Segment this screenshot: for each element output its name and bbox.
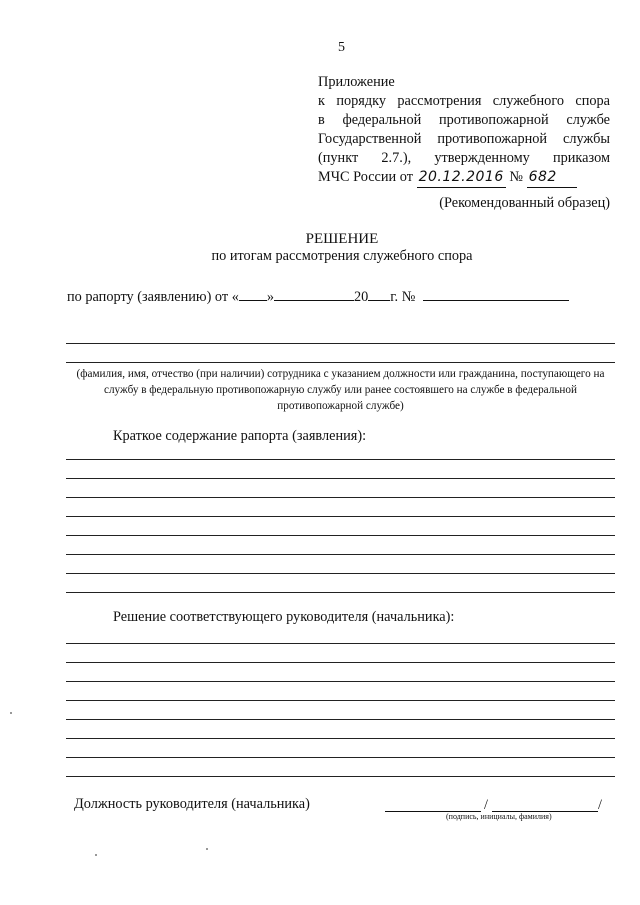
decision-line-2[interactable] bbox=[66, 662, 615, 663]
summary-line-1[interactable] bbox=[66, 459, 615, 460]
report-year-prefix: 20 bbox=[354, 289, 369, 305]
annex-line-4: Государственной противопожарной службы bbox=[318, 131, 610, 147]
annex-block bbox=[318, 73, 610, 187]
summary-line-6[interactable] bbox=[66, 554, 615, 555]
annex-line-1: Приложение bbox=[318, 74, 395, 90]
order-number: 682 bbox=[527, 168, 577, 188]
scan-speck bbox=[206, 848, 208, 850]
summary-line-7[interactable] bbox=[66, 573, 615, 574]
signature-slash-1: / bbox=[484, 797, 488, 813]
person-field-hint: (фамилия, имя, отчество (при наличии) сотрудника с указанием должности или гражданина, поступающего на службу в федеральную противопожарную службу или ранее состоявшего на службе в федеральной противопожарной службе) bbox=[76, 368, 605, 412]
summary-line-5[interactable] bbox=[66, 535, 615, 536]
person-field-line-2[interactable] bbox=[66, 362, 615, 363]
page-number: 5 bbox=[338, 40, 345, 55]
summary-line-3[interactable] bbox=[66, 497, 615, 498]
summary-heading: Краткое содержание рапорта (заявления): bbox=[113, 428, 367, 444]
annex-line-6 bbox=[318, 168, 610, 187]
decision-line-7[interactable] bbox=[66, 757, 615, 758]
report-close-quote: » bbox=[266, 289, 274, 305]
signature-label: Должность руководителя (начальника) bbox=[74, 796, 310, 812]
report-prefix: по рапорту (заявлению) от « bbox=[67, 289, 239, 305]
scan-speck bbox=[10, 712, 12, 714]
signature-hint: (подпись, инициалы, фамилия) bbox=[446, 812, 552, 821]
decision-line-1[interactable] bbox=[66, 643, 615, 644]
decision-line-6[interactable] bbox=[66, 738, 615, 739]
annex-line-6-prefix: МЧС России от bbox=[318, 169, 413, 185]
annex-line-2: к порядку рассмотрения служебного спора bbox=[318, 93, 610, 109]
report-line bbox=[67, 287, 569, 304]
summary-line-4[interactable] bbox=[66, 516, 615, 517]
document-subtitle: по итогам рассмотрения служебного спора bbox=[211, 248, 473, 264]
summary-line-8[interactable] bbox=[66, 592, 615, 593]
person-field-line-1[interactable] bbox=[66, 343, 615, 344]
annex-line-3: в федеральной противопожарной службе bbox=[318, 112, 610, 128]
decision-line-3[interactable] bbox=[66, 681, 615, 682]
document-title: РЕШЕНИЕ bbox=[305, 231, 379, 247]
report-month-field[interactable] bbox=[274, 287, 354, 301]
report-year-suffix: г. № bbox=[390, 289, 416, 305]
decision-line-8[interactable] bbox=[66, 776, 615, 777]
report-day-field[interactable] bbox=[239, 287, 267, 301]
number-sign: № bbox=[509, 169, 523, 185]
decision-heading: Решение соответствующего руководителя (начальника): bbox=[113, 609, 455, 625]
summary-line-2[interactable] bbox=[66, 478, 615, 479]
report-number-field[interactable] bbox=[423, 287, 569, 301]
decision-line-4[interactable] bbox=[66, 700, 615, 701]
order-date: 20.12.2016 bbox=[417, 168, 506, 188]
decision-line-5[interactable] bbox=[66, 719, 615, 720]
report-year-field[interactable] bbox=[368, 287, 390, 301]
sample-note: (Рекомендованный образец) bbox=[439, 195, 610, 211]
annex-line-5: (пункт 2.7.), утвержденному приказом bbox=[318, 150, 610, 166]
scan-speck bbox=[95, 854, 97, 856]
signature-slash-2: / bbox=[598, 797, 602, 813]
